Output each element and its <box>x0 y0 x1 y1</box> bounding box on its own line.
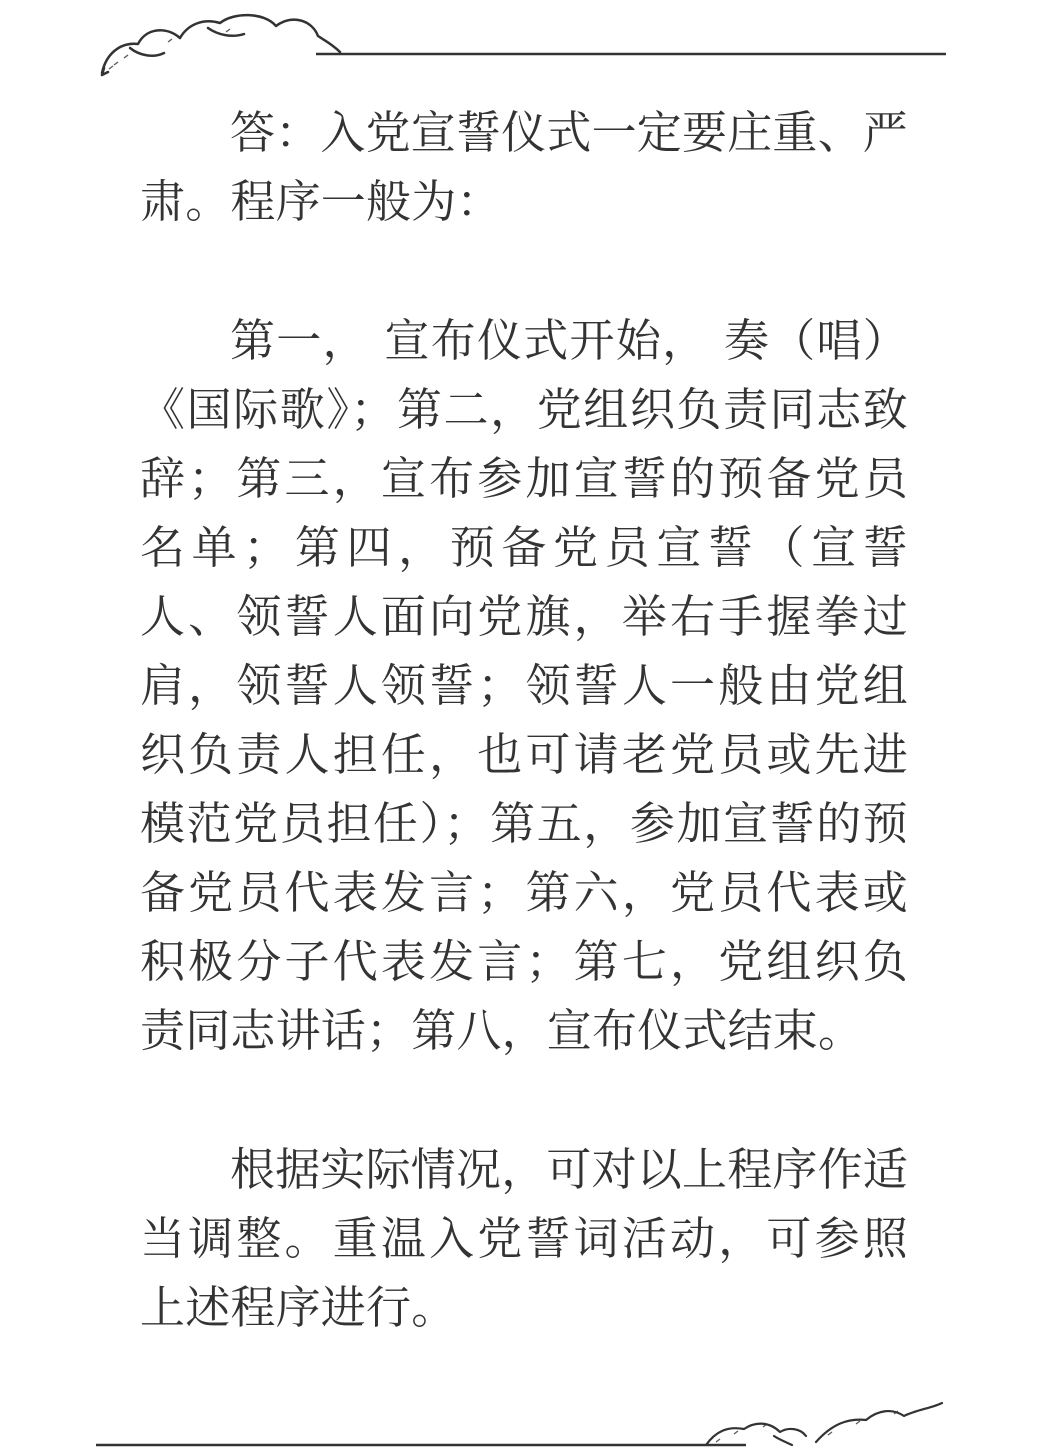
bottom-cloud-decoration <box>96 1400 956 1449</box>
answer-content <box>140 98 908 1342</box>
answer-intro-paragraph: 答：入党宣誓仪式一定要庄重、严肃。程序一般为： <box>140 106 909 228</box>
top-cloud-decoration <box>96 8 956 88</box>
oath-procedure-paragraph: 第一， 宣布仪式开始， 奏（唱）《国际歌》；第二，党组织负责同志致辞；第三，宣布参加宣誓的预备党员名单；第四，预备党员宣誓（宣誓人、领誓人面向党旗，举右手握拳过肩，领誓人领誓；领誓人一般由党组织负责人担任，也可请老党员或先进模范党员担任）；第五，参加宣誓的预备党员代表发言；第六，党员代表或积极分子代表发言；第七，党组织负责同志讲话；第八，宣布仪式结束。 <box>140 314 908 1057</box>
adjustment-note-paragraph: 根据实际情况，可对以上程序作适当调整。重温入党誓词活动，可参照上述程序进行。 <box>140 1143 909 1334</box>
